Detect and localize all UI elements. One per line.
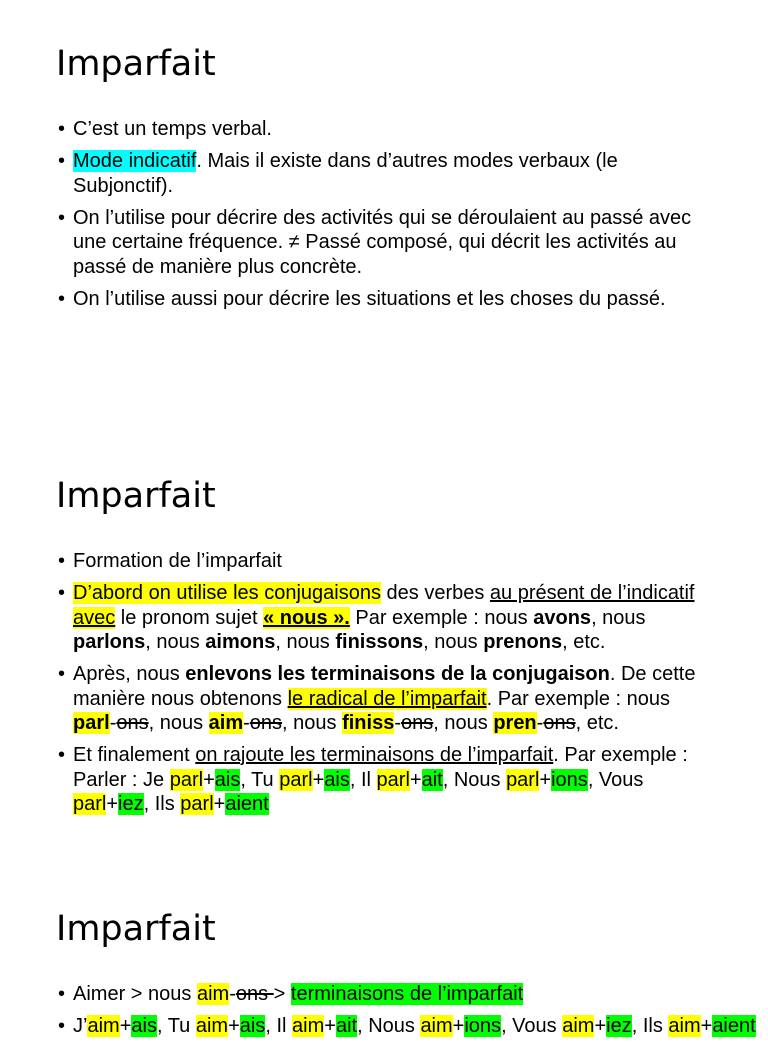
text-line <box>73 255 768 280</box>
struck-text: ons <box>543 712 576 734</box>
text-segment: , Ils <box>143 793 181 815</box>
bullet-marker: • <box>58 150 66 172</box>
text-line <box>73 711 768 736</box>
slide <box>0 865 768 1037</box>
text-segment: C’est un temps verbal. <box>73 118 272 140</box>
bullet-marker: • <box>58 582 66 604</box>
text-segment: Après, nous <box>73 663 186 685</box>
text-segment: On l’utilise pour décrire des activités qui se déroulaient au passé avec <box>73 206 692 229</box>
struck-text: ons <box>249 712 283 734</box>
bullet-list <box>0 982 768 1046</box>
bullet-item <box>0 206 768 280</box>
highlight-yellow-text: aim <box>420 1015 453 1037</box>
highlight-yellow-text: parl <box>506 768 540 791</box>
text-line <box>73 792 768 817</box>
text-segment: , Il <box>265 1015 293 1037</box>
highlight-yellow-text: pren <box>493 712 537 734</box>
bullet-item <box>0 549 768 574</box>
highlight-green-text: ais <box>324 768 350 791</box>
highlight-yellow-text: D’abord on utilise les conjugaisons <box>73 582 381 604</box>
text-segment: Et finalement <box>73 744 196 766</box>
text-segment: , Nous <box>357 1015 421 1037</box>
bullet-item <box>0 117 768 142</box>
text-segment: des verbes <box>380 582 490 604</box>
slide-title: Imparfait <box>56 44 216 84</box>
text-segment: - <box>109 712 117 734</box>
text-segment: On l’utilise aussi pour décrire les situations et les choses du passé. <box>73 287 666 310</box>
text-segment: . Par exemple : <box>553 744 688 766</box>
text-line <box>73 549 768 574</box>
highlight-green-text: ions <box>464 1015 502 1037</box>
text-line <box>73 687 768 712</box>
text-segment: Par exemple : nous <box>349 606 534 629</box>
highlight-green-text: aient <box>225 793 269 815</box>
highlight-yellow-text: parl <box>376 768 410 791</box>
struck-text: ons <box>116 712 149 734</box>
bullet-marker: • <box>58 118 66 140</box>
text-segment: + <box>228 1015 240 1037</box>
text-segment: - <box>243 712 250 734</box>
bold-text: finissons <box>335 631 424 653</box>
slide-title: Imparfait <box>56 909 216 949</box>
text-segment: passé de manière plus concrète. <box>73 255 363 278</box>
text-segment: , etc. <box>562 631 606 653</box>
text-segment: , Tu <box>156 1015 196 1037</box>
underlined-text: au présent de l’indicatif <box>489 582 695 604</box>
text-segment: , Tu <box>240 768 280 791</box>
text-line <box>73 982 768 1007</box>
highlight-green-text: terminaisons de l’imparfait <box>290 983 524 1005</box>
bullet-marker: • <box>58 663 66 685</box>
text-segment: , nous <box>591 606 646 629</box>
highlight-yellow-text: parl <box>279 768 313 791</box>
text-segment: . Par exemple : nous <box>486 687 671 710</box>
struck-text: ons <box>235 983 274 1005</box>
text-segment: , Ils <box>631 1015 669 1037</box>
text-segment: , nous <box>423 631 484 653</box>
text-segment: , Vous <box>501 1015 563 1037</box>
text-line <box>73 1014 768 1039</box>
text-segment: le pronom sujet <box>115 606 264 629</box>
text-segment: , Nous <box>442 768 507 791</box>
text-segment: + <box>312 768 325 791</box>
text-segment: . De cette <box>609 663 696 685</box>
text-segment: + <box>203 768 215 791</box>
highlight-yellow-text: avec <box>73 606 116 629</box>
bullet-marker: • <box>58 206 66 229</box>
bullet-marker: • <box>58 287 66 310</box>
text-segment: + <box>213 793 226 815</box>
text-segment: , Il <box>349 768 377 791</box>
text-segment: , nous <box>148 712 209 734</box>
bold-text: parlons <box>73 631 146 653</box>
highlight-green-text: ait <box>335 1015 358 1037</box>
text-segment: + <box>539 768 552 791</box>
bullet-item <box>0 982 768 1007</box>
text-segment: > <box>273 983 291 1005</box>
text-segment: J’ <box>73 1015 88 1037</box>
bullet-item <box>0 1014 768 1039</box>
slide <box>0 432 768 865</box>
text-segment: , etc. <box>575 712 619 734</box>
highlight-green-text: iez <box>118 793 144 815</box>
text-segment: - <box>536 712 544 734</box>
text-segment: + <box>324 1015 336 1037</box>
text-segment: , nous <box>275 631 336 653</box>
bold-text: prenons <box>483 631 563 653</box>
text-segment: . Mais il existe dans d’autres modes verbaux (le <box>196 150 618 172</box>
highlight-yellow-text: parl <box>169 768 204 791</box>
text-line <box>73 606 768 631</box>
text-line <box>73 174 768 199</box>
text-line <box>73 287 768 312</box>
text-segment: + <box>700 1015 713 1037</box>
highlight-green-text: ions <box>551 768 588 791</box>
highlight-yellow-text: « nous ». <box>263 606 350 629</box>
highlight-cyan-text: Mode indicatif <box>73 150 197 172</box>
bullet-marker: • <box>58 1015 66 1037</box>
text-segment: + <box>452 1015 465 1037</box>
text-segment: + <box>106 793 119 815</box>
text-line <box>73 768 768 793</box>
text-line <box>73 630 768 655</box>
text-line <box>73 117 768 142</box>
text-line <box>73 581 768 606</box>
text-segment: Subjonctif). <box>73 174 174 197</box>
highlight-green-text: ais <box>239 1015 266 1037</box>
highlight-green-text: ait <box>421 768 443 791</box>
highlight-yellow-text: parl <box>73 712 110 734</box>
highlight-yellow-text: le radical de l’imparfait <box>287 687 487 710</box>
highlight-green-text: ais <box>131 1015 157 1037</box>
bullet-list <box>0 117 768 319</box>
slide-title: Imparfait <box>56 476 216 516</box>
text-segment: , nous <box>145 631 206 653</box>
text-segment: + <box>119 1015 132 1037</box>
bullet-item <box>0 287 768 312</box>
highlight-yellow-text: finiss <box>342 712 395 734</box>
highlight-yellow-text: aim <box>562 1015 595 1037</box>
bullet-item <box>0 149 768 198</box>
text-line <box>73 662 768 687</box>
highlight-yellow-text: aim <box>196 983 230 1005</box>
text-segment: Parler : Je <box>73 768 170 791</box>
text-segment: , nous <box>433 712 494 734</box>
text-segment: + <box>594 1015 607 1037</box>
highlight-yellow-text: aim <box>208 712 244 734</box>
bullet-marker: • <box>58 983 66 1005</box>
text-line <box>73 206 768 231</box>
highlight-yellow-text: aim <box>292 1015 325 1037</box>
highlight-green-text: ais <box>214 768 241 791</box>
text-segment: Aimer > nous <box>73 983 197 1005</box>
bullet-item <box>0 581 768 655</box>
text-segment: , Vous <box>587 768 644 791</box>
text-line <box>73 743 768 768</box>
text-line <box>73 149 768 174</box>
highlight-yellow-text: parl <box>73 793 107 815</box>
highlight-yellow-text: aim <box>195 1015 229 1037</box>
highlight-yellow-text: parl <box>180 793 214 815</box>
text-segment: manière nous obtenons <box>73 687 288 710</box>
highlight-yellow-text: aim <box>668 1015 701 1037</box>
bold-text: avons <box>533 606 592 629</box>
slide <box>0 0 768 432</box>
text-segment: + <box>409 768 422 791</box>
text-segment: - <box>229 983 236 1005</box>
bold-text: enlevons les terminaisons de la conjugaison <box>185 663 610 685</box>
text-segment: Formation de l’imparfait <box>73 550 282 572</box>
text-segment: - <box>394 712 402 734</box>
bullet-item <box>0 662 768 736</box>
bullet-marker: • <box>58 744 66 766</box>
bullet-marker: • <box>58 550 66 572</box>
struck-text: ons <box>401 712 434 734</box>
bullet-item <box>0 743 768 817</box>
underlined-text: on rajoute les terminaisons de l’imparfait <box>195 744 554 766</box>
text-line <box>73 230 768 255</box>
bullet-list <box>0 549 768 824</box>
highlight-green-text: aient <box>712 1015 756 1037</box>
text-segment: , nous <box>282 712 343 734</box>
highlight-yellow-text: aim <box>87 1015 120 1037</box>
text-segment: une certaine fréquence. ≠ Passé composé, qui décrit les activités au <box>73 231 677 253</box>
bold-text: aimons <box>205 631 276 653</box>
highlight-green-text: iez <box>606 1015 632 1037</box>
